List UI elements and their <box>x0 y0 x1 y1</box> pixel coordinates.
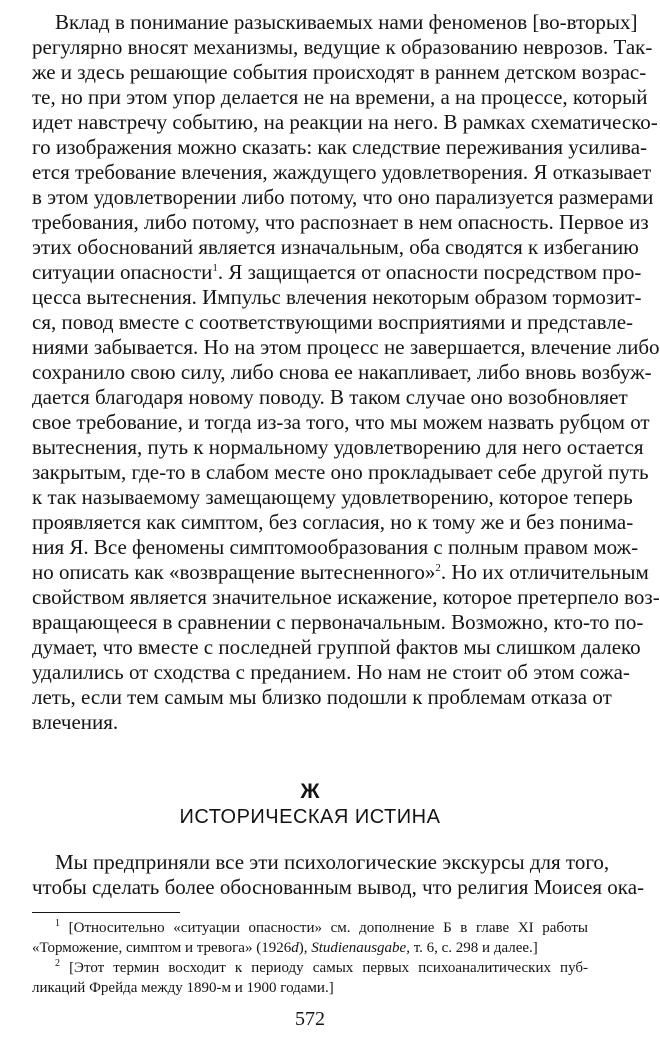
text-segment: [Этот термин восходит к периоду самых первых психоаналитических пуб- <box>69 960 589 976</box>
footnote-marker: 1 <box>212 262 218 274</box>
text-line: влечения. <box>32 710 119 734</box>
footnote-number: 1 <box>55 918 60 929</box>
text-line: закрытым, где-то в слабом месте оно прокладывает себе другой путь <box>32 460 649 484</box>
text-segment: ), <box>298 940 312 956</box>
text-line: вращающееся в сравнении с первоначальным. Возможно, кто-то по- <box>32 610 644 634</box>
text-line: удалились от сходства с преданием. Но нам не стоит об этом сожа- <box>32 660 630 684</box>
text-line: ния Я. Все феномены симптомообразования с полным правом мож- <box>32 535 639 559</box>
footnote-line <box>55 918 588 938</box>
text-segment: . Но их отличительным <box>440 560 649 584</box>
text-segment: «Торможение, симптом и тревога» (1926 <box>32 940 292 956</box>
footnote-divider <box>32 912 180 913</box>
text-line: же и здесь решающие события происходят в раннем детском возрас- <box>32 60 647 84</box>
text-segment: Studienausgabe <box>311 940 407 956</box>
footnote-line <box>32 938 588 958</box>
text-line <box>32 560 649 585</box>
text-line: чтобы сделать более обоснованным вывод, что религия Моисея ока- <box>32 875 645 899</box>
text-line: свое требование, и тогда из-за того, что мы можем назвать рубцом от <box>32 410 650 434</box>
text-line: сохранило свою силу, либо снова ее накапливает, либо вновь возбуж- <box>32 360 652 384</box>
text-line: этих обоснований является изначальным, оба сводятся к избеганию <box>32 235 639 259</box>
section-letter: Ж <box>300 780 320 803</box>
text-line: дается благодаря новому поводу. В таком случае оно возобновляет <box>32 385 628 409</box>
footnote-line <box>55 958 588 978</box>
text-segment: [Относительно «ситуации опасности» см. дополнение Б в главе XI работы <box>68 920 588 936</box>
text-line: цесса вытеснения. Импульс влечения некоторым образом тормозит- <box>32 285 642 309</box>
text-line: Мы предприняли все эти психологические экскурсы для того, <box>55 850 610 874</box>
text-line: ется требование влечения, жаждущего удовлетворения. Я отказывает <box>32 160 652 184</box>
text-line: идет навстречу событию, на реакции на него. В рамках схематическо- <box>32 110 658 134</box>
page-number: 572 <box>295 1008 325 1030</box>
text-line: ся, повод вместе с соответствующими восприятиями и представле- <box>32 310 634 334</box>
text-segment: , т. 6, с. 298 и далее.] <box>406 940 538 956</box>
text-line: Вклад в понимание разыскиваемых нами феноменов [во-вторых] <box>55 10 638 34</box>
text-line: регулярно вносят механизмы, ведущие к образованию неврозов. Так- <box>32 35 653 59</box>
text-segment: но описать как «возвращение вытесненного» <box>32 560 436 584</box>
text-line: ниями забывается. Но на этом процесс не завершается, влечение либо <box>32 335 660 359</box>
text-line: леть, если тем самым мы близко подошли к проблемам отказа от <box>32 685 612 709</box>
text-line <box>32 260 642 285</box>
text-line: думает, что вместе с последней группой фактов мы слишком далеко <box>32 635 641 659</box>
text-line: вытеснения, путь к нормальному удовлетворению для него остается <box>32 435 644 459</box>
text-line: свойством является значительное искажение, которое претерпело воз- <box>32 585 660 609</box>
footnote-number: 2 <box>55 958 60 969</box>
text-line: к так называемому замещающему удовлетворению, которое теперь <box>32 485 633 509</box>
footnote-marker: 2 <box>435 562 441 574</box>
text-line: го изображения можно сказать: как следствие переживания усилива- <box>32 135 648 159</box>
text-line: в этом удовлетворении либо потому, что оно парализуется размерами <box>32 185 654 209</box>
text-segment: d <box>291 940 299 956</box>
text-segment: . Я защищается от опасности посредством про- <box>217 260 642 284</box>
text-line: те, но при этом упор делается не на времени, а на процессе, который <box>32 85 648 109</box>
text-line: проявляется как симптом, без согласия, но к тому же и без понима- <box>32 510 634 534</box>
text-line: требования, либо потому, что распознает в нем опасность. Первое из <box>32 210 649 234</box>
footnote-line: ликаций Фрейда между 1890-м и 1900 годами.] <box>32 980 334 996</box>
section-title: ИСТОРИЧЕСКАЯ ИСТИНА <box>179 806 441 828</box>
text-segment: ситуации опасности <box>32 260 213 284</box>
